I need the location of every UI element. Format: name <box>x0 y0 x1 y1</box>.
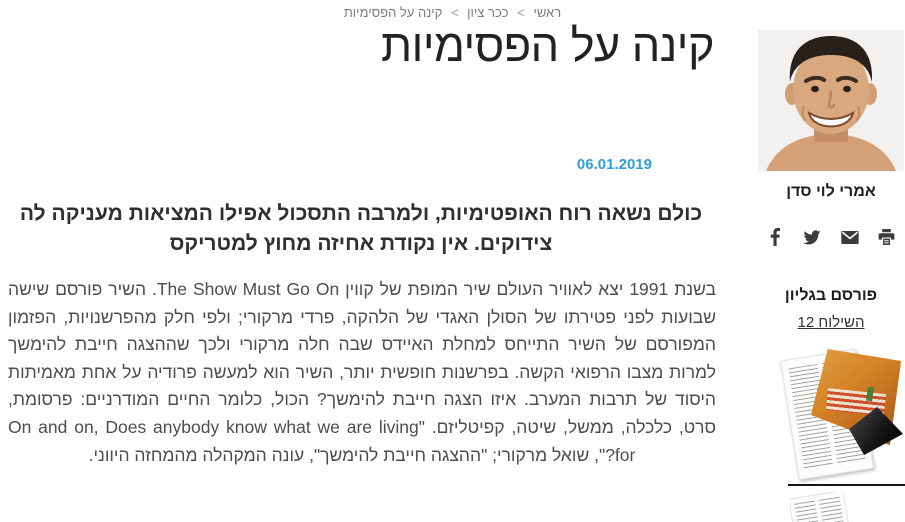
author-photo[interactable] <box>758 30 904 171</box>
breadcrumb-separator: > <box>450 5 459 20</box>
breadcrumb-current-page: קינה על הפסימיות <box>343 5 443 20</box>
sidebar-divider <box>788 484 905 486</box>
next-issue-mockup-partial <box>790 492 854 522</box>
article-body: בשנת 1991 יצא לאוויר העולם שיר המופת של קווין The Show Must Go On. השיר פורסם שישה שבועות לפני פטירתו של הסולן האגדי של הלהקה, פרדי מרקורי; ולפי חלק מהפרשנויות, הפזמון המפורסם של השיר התייחס למחלת האיידס שבה חלה מרקורי ולכך שההצגה חייבת להימשך למרות מצבו הרפואי הקשה. בפרשנות חופשית יותר, השיר הוא למעשה פרודיה על אחת מאמיתות היסוד של תרבות המערב. איזו הצגה חייבת להימשך? הכול, כלומר החיים המודרניים: פרסומת, סרט, כלכלה, ממשל, שיטה, קפיטליזם. "On and on, Does anybody know what we are living for?", שואל מרקורי; "ההצגה חייבת להימשך", עונה המקהלה מהמחזה היווני. <box>8 279 716 465</box>
article-date: 06.01.2019 <box>576 156 652 173</box>
breadcrumb-home[interactable]: ראשי <box>533 5 562 20</box>
breadcrumb <box>0 5 905 20</box>
print-icon[interactable] <box>877 227 897 247</box>
issue-link-hashiloach-12[interactable]: השילוח 12 <box>797 314 865 331</box>
breadcrumb-section-kikar-zion[interactable]: ככר ציון <box>467 5 509 20</box>
author-portrait-illustration <box>758 30 904 171</box>
page-title: קינה על הפסימיות <box>381 20 714 71</box>
twitter-icon[interactable] <box>802 227 822 247</box>
facebook-icon[interactable] <box>765 227 785 247</box>
email-icon[interactable] <box>840 227 860 247</box>
published-in-issue-heading: פורסם בגליון <box>784 287 878 304</box>
mockup-text-column <box>794 501 821 522</box>
share-buttons <box>760 227 902 247</box>
mockup-text-page <box>790 492 852 522</box>
article-subtitle: כולם נשאה רוח האופטימיות, ולמרבה התסכול אפילו המציאות מעניקה לה צידוקים. אין נקודת אחיזה מחוץ למטריקס <box>19 202 703 255</box>
author-name-link[interactable]: אמרי לוי סדן <box>786 183 876 200</box>
mockup-text-column <box>819 497 846 522</box>
issue-cover-mockup[interactable] <box>789 347 905 483</box>
breadcrumb-separator: > <box>517 5 525 20</box>
